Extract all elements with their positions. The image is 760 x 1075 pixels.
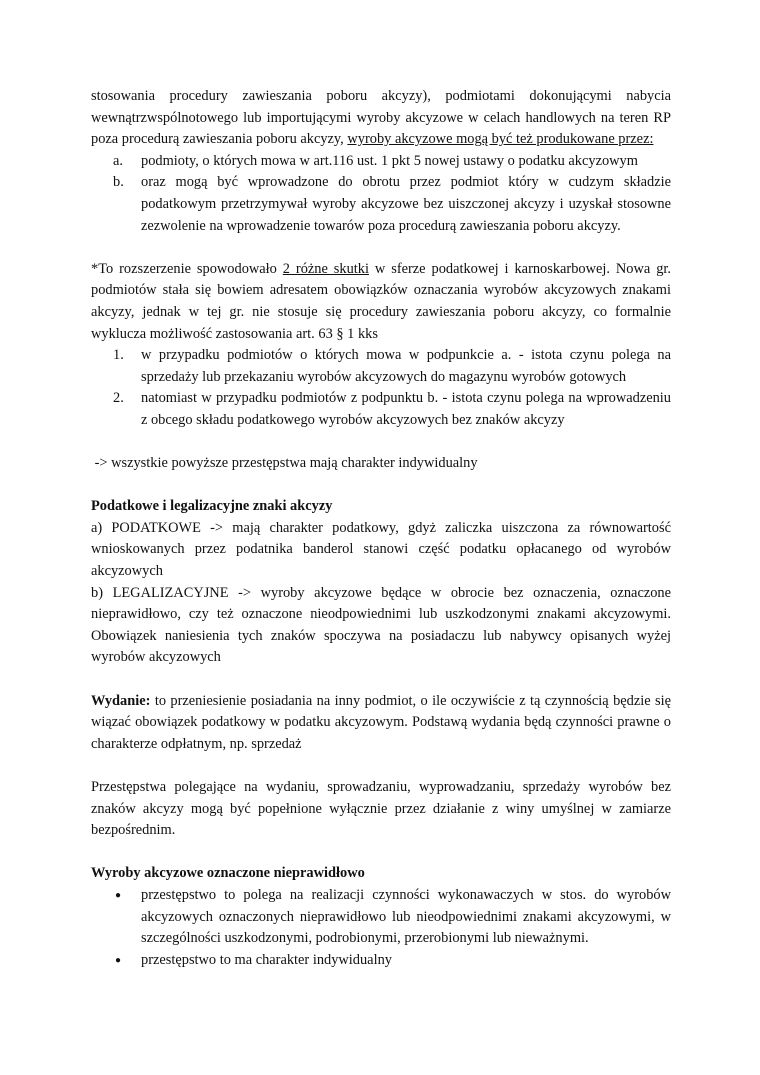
wydanie-paragraph bbox=[91, 691, 671, 756]
list-item-text: oraz mogą być wprowadzone do obrotu przez podmiot który w cudzym składzie podatkowym przetrzymywał wyroby akcyzowe bez uiszczonej akcyzy i uzyskał stosowne zezwolenie na wprowadzenie towarów poza procedurą zawieszania poboru akcyzy. bbox=[141, 174, 671, 234]
letter-list bbox=[91, 151, 671, 237]
list-marker: a. bbox=[113, 152, 123, 169]
list-item bbox=[91, 172, 671, 237]
wydanie-text: to przeniesienie posiadania na inny podmiot, o ile oczywiście z tą czynnością będzie się wiązać obowiązek podatkowy w podatku akcyzowym. Podstawą wydania będą czynności prawne o charakterze odpłatnym, np. sprzedaż bbox=[91, 692, 671, 752]
intro-paragraph bbox=[91, 86, 671, 151]
section2-heading: Wyroby akcyzowe oznaczone nieprawidłowo bbox=[91, 865, 365, 882]
spacer bbox=[91, 432, 671, 454]
spacer bbox=[91, 669, 671, 691]
spacer bbox=[91, 475, 671, 497]
intro-text: stosowania procedury zawieszania poboru akcyzy), podmiotami dokonującymi nabycia wewnątrzwspólnotowego lub importującymi wyroby akcyzowe w celach handlowych na teren RP poza procedurą zawieszania poboru akcyzy, bbox=[91, 88, 671, 148]
spacer bbox=[91, 237, 671, 259]
spacer bbox=[91, 755, 671, 777]
section1-point-a: a) PODATKOWE -> mają charakter podatkowy, gdyż zaliczka uiszczona za równowartość wnioskowanych przez podatnika banderol stanowi część podatku opłacanego od wyrobów akcyzowych bbox=[91, 519, 671, 580]
section1-heading: Podatkowe i legalizacyjne znaki akcyzy bbox=[91, 498, 333, 515]
list-marker: 1. bbox=[113, 347, 124, 364]
number-list bbox=[91, 345, 671, 431]
list-marker: b. bbox=[113, 174, 124, 191]
list-item-text: przestępstwo to polega na realizacji czynności wykonawaczych w stos. do wyrobów akcyzowych oznaczonych nieprawidłowo lub nieodpowiednimi znakami akcyzowymi, w szczególności uszkodzonymi, podrobionymi, przerobionymi lub nieważnymi. bbox=[141, 886, 671, 947]
document-page bbox=[91, 86, 671, 971]
wydanie-label: Wydanie: bbox=[91, 692, 151, 709]
list-item bbox=[91, 151, 671, 173]
arrow-line: -> wszystkie powyższe przestępstwa mają charakter indywidualny bbox=[91, 455, 478, 472]
bullet-icon: ● bbox=[115, 954, 122, 966]
list-item bbox=[91, 950, 671, 972]
list-item-text: przestępstwo to ma charakter indywidualny bbox=[141, 951, 392, 968]
spacer bbox=[91, 842, 671, 864]
list-item-text: natomiast w przypadku podmiotów z podpunktu b. - istota czynu polega na wprowadzeniu z obcego składu podatkowego wyrobów akcyzowych bez znaków akcyzy bbox=[141, 390, 671, 428]
crimes-paragraph: Przestępstwa polegające na wydaniu, sprowadzaniu, wyprowadzaniu, sprzedaży wyrobów bez znaków akcyzy mogą być popełnione wyłącznie przez działanie z winy umyślnej w zamiarze bezpośrednim. bbox=[91, 779, 671, 839]
intro-underlined: wyroby akcyzowe mogą być też produkowane przez: bbox=[347, 131, 654, 148]
list-marker: 2. bbox=[113, 390, 124, 407]
list-item bbox=[91, 885, 671, 950]
list-item bbox=[91, 345, 671, 388]
note-paragraph bbox=[91, 259, 671, 345]
note-after: w sferze podatkowej i karnoskarbowej. Nowa gr. podmiotów stała się bowiem adresatem obowiązków oznaczania wyrobów akcyzowych znakami akcyzy, jednak w tej gr. nie stosuje się procedury zawieszania poboru akcyzy, co formalnie wyklucza możliwość zastosowania art. 63 § 1 kks bbox=[91, 260, 671, 342]
bullet-list bbox=[91, 885, 671, 971]
bullet-icon: ● bbox=[115, 889, 122, 901]
note-underlined: 2 różne skutki bbox=[282, 260, 369, 277]
list-item-text: podmioty, o których mowa w art.116 ust. 1 pkt 5 nowej ustawy o podatku akcyzowym bbox=[141, 152, 638, 169]
list-item bbox=[91, 388, 671, 431]
note-before: *To rozszerzenie spowodowało bbox=[91, 260, 283, 277]
list-item-text: w przypadku podmiotów o których mowa w podpunkcie a. - istota czynu polega na sprzedaży lub przekazaniu wyrobów akcyzowych do magazynu wyrobów gotowych bbox=[141, 347, 671, 385]
section1-point-b: b) LEGALIZACYJNE -> wyroby akcyzowe będące w obrocie bez oznaczenia, oznaczone nieprawidłowo, czy też oznaczone nieodpowiednimi lub uszkodzonymi znakami akcyzowymi. Obowiązek naniesienia tych znaków spoczywa na posiadaczu lub nabywcy opisanych wyżej wyrobów akcyzowych bbox=[91, 584, 671, 666]
